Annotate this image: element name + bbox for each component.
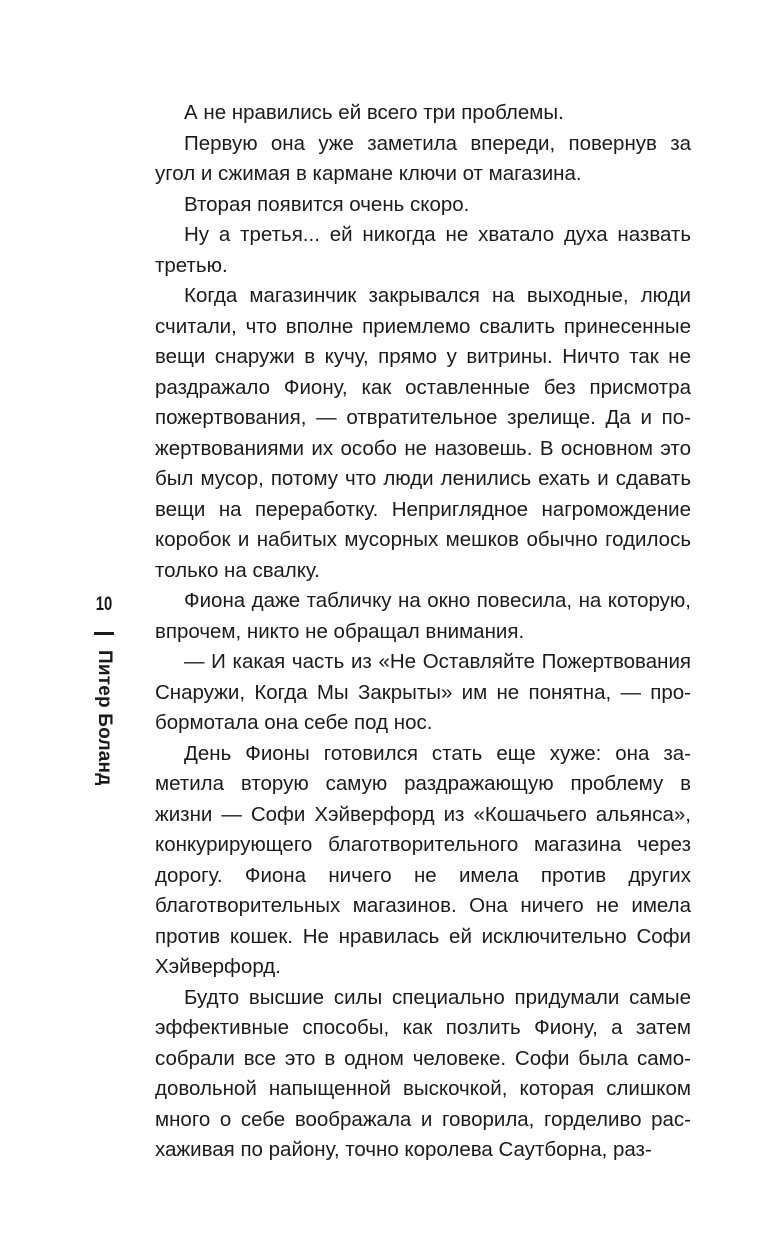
paragraph: Будто высшие силы специально придумали самые эффективные способы, как позлить Фиону, а затем собрали все это в одном человеке. Софи была самодовольной напыщенной выскочкой, которая слишком много о себе воображала и говорила, горделиво расхаживая по району, точно королева Саутборна, раз- — [155, 985, 691, 1161]
paragraph: Фиона даже табличку на окно повесила, на которую, впрочем, никто не обращал внимания. — [155, 589, 691, 643]
paragraph: Ну а третья... ей никогда не хватало духа назвать третью. — [155, 223, 691, 277]
paragraph: — И какая часть из «Не Оставляйте Пожертвования Снаружи, Когда Мы Закрыты» им не понятна, — пробормотала она себе под нос. — [155, 650, 691, 734]
paragraph: Когда магазинчик закрывался на выходные, люди считали, что вполне приемлемо свалить принесенные вещи снаружи в кучу, прямо у витрины. Ничто так не раздражало Фиону, как оставленные без присмотра пожертвования, — отвратительное зрелище. Да и пожертвованиями их особо не назовешь. В основном это был мусор, потому что люди ленились ехать и сдавать вещи на переработку. Неприглядное нагромождение коробок и набитых мусорных мешков обычно годилось только на свалку. — [155, 284, 691, 582]
paragraph: Вторая появится очень скоро. — [184, 192, 470, 216]
page-number: 10 — [95, 594, 113, 615]
body-text — [155, 98, 691, 1166]
paragraph: День Фионы готовился стать еще хуже: она заметила вторую самую раздражающую проблему в жизни — Софи Хэйверфорд из «Кошачьего альянса», конкурирующего благотворительного магазина через дорогу. Фиона ничего не имела против других благотворительных магазинов. Она ничего не имела против кошек. Не нравилась ей исключительно Софи Хэйверфорд. — [155, 741, 691, 978]
author-name: Питер Боланд — [94, 650, 115, 786]
paragraph: А не нравились ей всего три проблемы. — [184, 101, 564, 124]
running-header — [84, 594, 124, 786]
paragraph: Первую она уже заметила впереди, повернув за угол и сжимая в кармане ключи от магазина. — [155, 131, 691, 185]
header-divider — [94, 632, 114, 635]
